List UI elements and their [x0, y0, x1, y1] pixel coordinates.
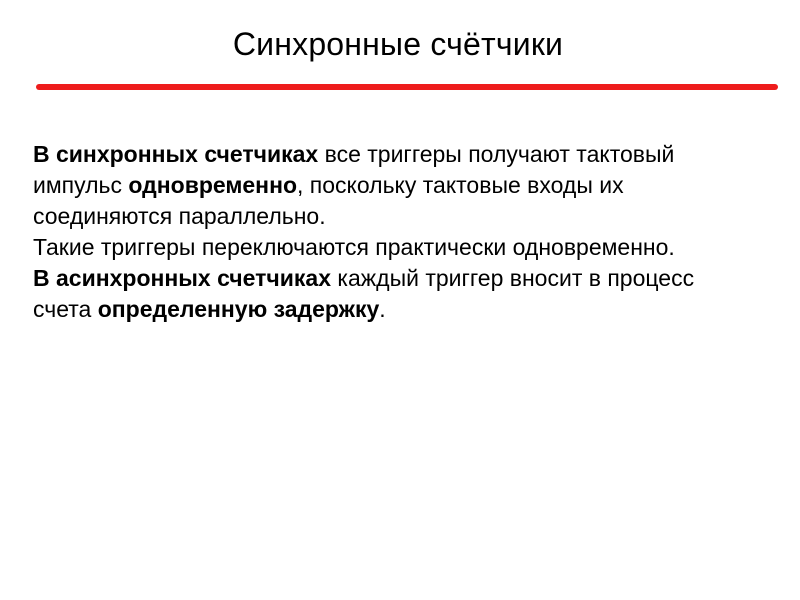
paragraph-synchronous-text-a: все триггеры получают тактовый импульс [33, 141, 675, 198]
paragraph-asynchronous-text-a: каждый триггер вносит в процесс счета [33, 265, 695, 322]
term-asynchronous-counters: В асинхронных счетчиках [33, 265, 332, 291]
paragraph-asynchronous [33, 263, 733, 325]
slide-body [33, 139, 733, 325]
slide-title: Синхронные счётчики [232, 26, 564, 62]
term-certain-delay: определенную задержку [97, 296, 380, 322]
paragraph-switching-text: Такие триггеры переключаются практически одновременно. [33, 234, 675, 260]
paragraph-asynchronous-text-b: . [379, 296, 386, 322]
term-synchronous-counters: В синхронных счетчиках [33, 141, 319, 167]
paragraph-synchronous [33, 139, 733, 232]
paragraph-switching [33, 232, 733, 263]
paragraph-synchronous-text-b: , поскольку тактовые входы их соединяются параллельно. [33, 172, 624, 229]
term-simultaneously: одновременно [128, 172, 298, 198]
title-divider-line [36, 84, 778, 90]
